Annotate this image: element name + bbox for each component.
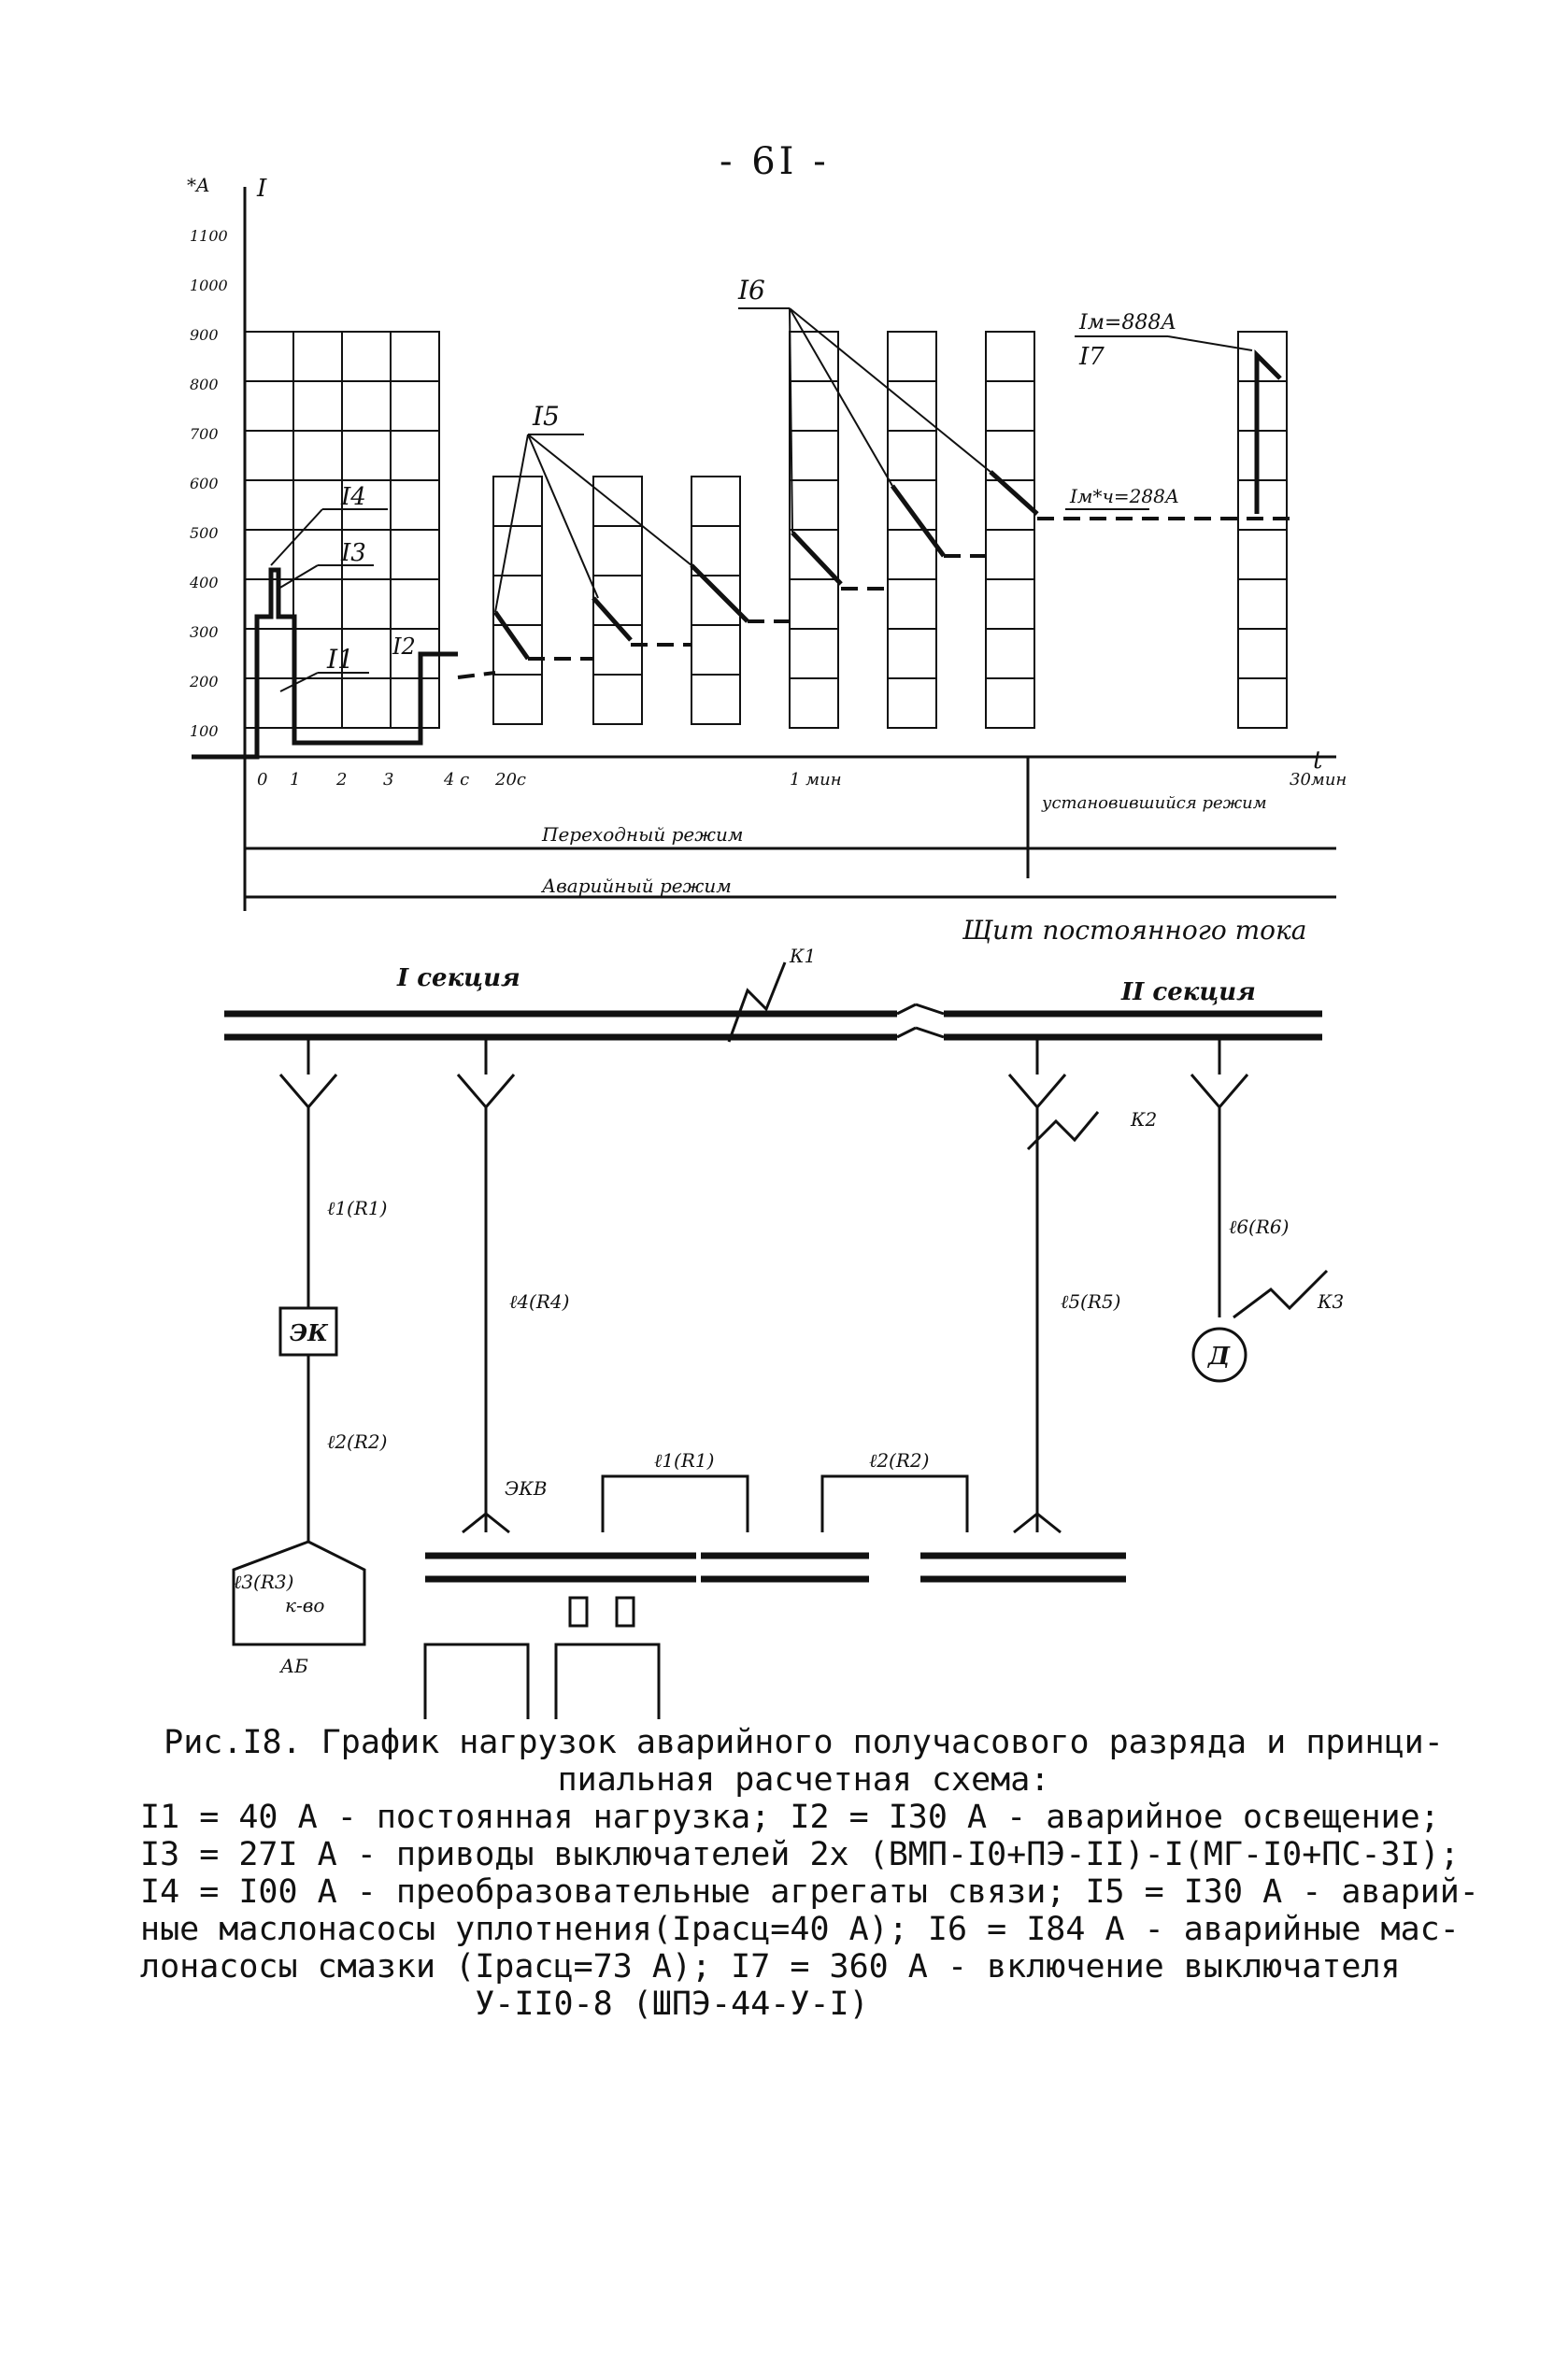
grid-cell [986, 530, 1034, 579]
grid-cell [245, 332, 293, 381]
grid-cell [888, 678, 936, 728]
grid-cell [391, 332, 439, 381]
x-tick-label: 0 [257, 770, 268, 790]
cable-label-2: ℓ2(R2) [327, 1430, 388, 1453]
fault-k1: К1 [790, 945, 817, 967]
grid-cell [1238, 629, 1287, 678]
regime-steady: установившийся режим [1042, 793, 1267, 813]
y-tick-label: 600 [190, 475, 219, 492]
grid-cell [293, 678, 342, 728]
grid-cell [691, 477, 740, 526]
figure-caption [140, 1724, 1479, 2023]
grid-cell [593, 675, 642, 724]
cable-label-1: ℓ1(R1) [327, 1197, 388, 1219]
grid-cell [790, 381, 838, 431]
section-1-label: I секция [397, 964, 520, 992]
cable-label-6: ℓ6(R6) [1229, 1216, 1290, 1238]
grid-cell [1238, 381, 1287, 431]
grid-cell [391, 530, 439, 579]
caption-line: I3 = 27I А - приводы выключателей 2х (ВМП-I0+ПЭ-II)-I(МГ-I0+ПС-3I); [140, 1836, 1460, 1873]
grid-cell [293, 530, 342, 579]
grid-cell [691, 625, 740, 675]
panel-title: Щит постоянного тока [962, 915, 1307, 946]
label-I7: I7 [1079, 343, 1105, 371]
grid-cell [888, 332, 936, 381]
cable-label-5: ℓ5(R5) [1061, 1290, 1121, 1313]
y-tick-label: 1000 [190, 277, 228, 294]
grid-cell [1238, 431, 1287, 480]
ekv-label: ЭКВ [505, 1477, 548, 1500]
grid-cell [493, 625, 542, 675]
grid-cell [293, 480, 342, 530]
y-axis-label: I [257, 175, 267, 203]
y-unit: *A [187, 174, 210, 196]
y-tick-label: 400 [190, 574, 219, 591]
y-tick-label: 900 [190, 326, 219, 344]
grid-cell [790, 678, 838, 728]
grid-cell [790, 629, 838, 678]
regime-emergency: Аварийный режим [542, 875, 732, 897]
grid-cell [293, 332, 342, 381]
battery-cells-label: к-во [285, 1594, 325, 1616]
x-tick-label: 4 с [444, 770, 470, 790]
y-tick-label: 300 [190, 623, 219, 641]
caption-line: ные маслонасосы уплотнения(Iрасц=40 А); I6 = I84 А - аварийные мас- [140, 1911, 1460, 1948]
grid-cell [342, 678, 391, 728]
caption-title: Рис.I8. График нагрузок аварийного получасового разряда и принци- пиальная расчетная схема: [164, 1724, 1444, 1799]
load-eb-1 [425, 1644, 528, 1719]
grid-cell [391, 678, 439, 728]
section-2-label: II секция [1121, 978, 1256, 1006]
grid-cell [342, 381, 391, 431]
grid-cell [293, 381, 342, 431]
busbar-label-1: ℓ1(R1) [654, 1449, 715, 1472]
x-tick-label: 2 [336, 770, 348, 790]
grid-cell [1238, 530, 1287, 579]
x-tick-label: 3 [383, 770, 394, 790]
grid-cell [245, 381, 293, 431]
grid-cell [493, 526, 542, 576]
y-tick-label: 500 [190, 524, 219, 542]
cable-label-4: ℓ4(R4) [509, 1290, 570, 1313]
x-tick-label: 20с [495, 770, 526, 790]
x-tick-label: 1 [290, 770, 301, 790]
grid-cell [1238, 480, 1287, 530]
grid-cell [888, 579, 936, 629]
label-I2: I2 [392, 633, 416, 660]
x-tick-label: 30мин [1290, 770, 1347, 790]
grid-cell [986, 332, 1034, 381]
motor-label: Д [1208, 1343, 1231, 1371]
grid-cell [245, 678, 293, 728]
grid-cell [986, 678, 1034, 728]
grid-cell [691, 526, 740, 576]
grid-cell [691, 675, 740, 724]
grid-cell [245, 480, 293, 530]
fault-k2: К2 [1131, 1108, 1158, 1131]
grid-cell [391, 579, 439, 629]
grid-cell [593, 576, 642, 625]
grid-cell [342, 579, 391, 629]
grid-cell [888, 431, 936, 480]
grid-cell [790, 431, 838, 480]
grid-cell [593, 526, 642, 576]
grid-cell [1238, 332, 1287, 381]
label-Im: Iм=888А [1079, 311, 1177, 334]
grid-cell [342, 431, 391, 480]
regime-transient: Переходный режим [542, 823, 744, 846]
load-eb-2 [556, 1644, 659, 1719]
caption-line: У-II0-8 (ШПЭ-44-У-I) [140, 1986, 869, 2023]
grid-cell [1238, 579, 1287, 629]
grid-cell [1238, 678, 1287, 728]
grid-cell [986, 579, 1034, 629]
x-tick-label: 1 мин [790, 770, 842, 790]
y-tick-label: 1100 [190, 227, 228, 245]
grid-cell [293, 579, 342, 629]
grid-cell [293, 431, 342, 480]
label-Iavg: Iм*ч=288А [1070, 485, 1180, 507]
fault-k3: К3 [1318, 1290, 1345, 1313]
load-curve-dashed [458, 519, 1290, 677]
y-tick-label: 700 [190, 425, 219, 443]
y-tick-label: 200 [190, 673, 219, 690]
grid-cell [493, 477, 542, 526]
y-tick-label: 800 [190, 376, 219, 393]
grid-cell [493, 675, 542, 724]
label-I6: I6 [738, 275, 765, 306]
grid-cell [986, 629, 1034, 678]
grid-cell [790, 579, 838, 629]
ek-label: ЭК [290, 1319, 328, 1346]
grid-cell [245, 431, 293, 480]
grid-cell [245, 629, 293, 678]
page-number: - 6I - [720, 140, 830, 183]
caption-line: I1 = 40 А - постоянная нагрузка; I2 = I30 А - аварийное освещение; [140, 1799, 1440, 1836]
cable-label-3: ℓ3(R3) [234, 1571, 294, 1593]
grid-cell [391, 381, 439, 431]
grid-cell [790, 332, 838, 381]
x-axis-label: t [1313, 747, 1323, 775]
caption-line: лонасосы смазки (Iрасц=73 А); I7 = 360 А - включение выключателя [140, 1948, 1401, 1986]
grid-cell [888, 381, 936, 431]
grid-cell [593, 477, 642, 526]
busbar-label-2: ℓ2(R2) [869, 1449, 930, 1472]
label-I3: I3 [341, 539, 366, 567]
grid-cell [342, 332, 391, 381]
battery-label: АБ [280, 1655, 308, 1677]
grid-cell [391, 431, 439, 480]
label-I1: I1 [327, 644, 354, 675]
grid-cell [593, 625, 642, 675]
caption-line: I4 = I00 А - преобразовательные агрегаты связи; I5 = I30 А - аварий- [140, 1873, 1479, 1911]
grid-cell [391, 480, 439, 530]
grid-blocks [245, 332, 1287, 728]
grid-cell [888, 629, 936, 678]
grid-cell [790, 480, 838, 530]
grid-cell [986, 381, 1034, 431]
label-I4: I4 [341, 483, 366, 511]
grid-cell [691, 576, 740, 625]
label-I5: I5 [533, 401, 560, 432]
y-tick-label: 100 [190, 722, 219, 740]
